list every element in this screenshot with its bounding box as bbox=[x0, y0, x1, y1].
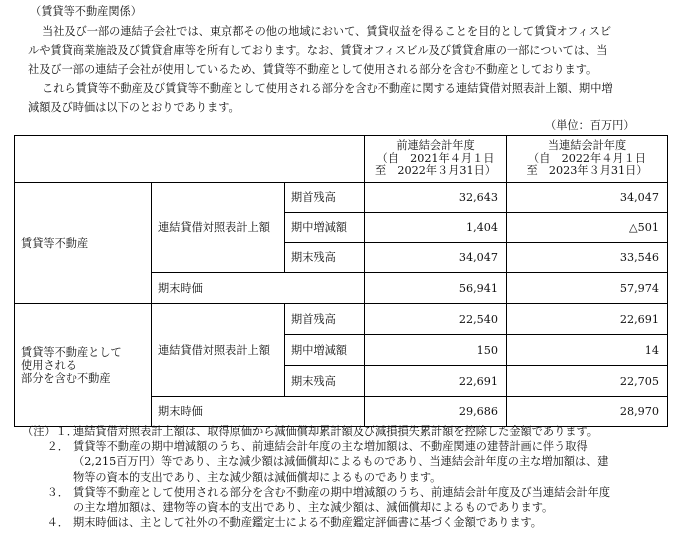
header-blank-cell bbox=[15, 136, 365, 183]
prev-value: 29,686 bbox=[365, 397, 507, 427]
note-line: （2,215百万円）等であり、主な減少額は減価償却によるものであり、当連結会計年度の主な増加額は、建 bbox=[73, 455, 609, 469]
curr-value: 14 bbox=[507, 335, 668, 366]
table-header-row bbox=[15, 136, 668, 183]
note-prefix: ３． bbox=[46, 485, 69, 499]
row-label: 期末残高 bbox=[285, 366, 365, 397]
note-line: の主な増加額は、建物等の資本的支出であり、主な減少額は、減価償却によるものであります。 bbox=[73, 501, 554, 515]
fair-value-label: 期末時価 bbox=[152, 397, 365, 427]
book-value-label: 連結貸借対照表計上額 bbox=[152, 304, 285, 397]
group-label-line: 賃貸等不動産として bbox=[21, 345, 122, 359]
intro-line: 当社及び一部の連結子会社では、東京都その他の地域において、賃貸収益を得ることを目的として賃貸オフィスビ bbox=[42, 25, 612, 38]
table-row bbox=[15, 304, 668, 335]
curr-value: 34,047 bbox=[507, 183, 668, 213]
row-label: 期中増減額 bbox=[285, 335, 365, 366]
intro-paragraph-1 bbox=[28, 22, 611, 79]
note-prefix: （注）１． bbox=[22, 425, 78, 438]
intro-paragraph-2 bbox=[28, 79, 613, 117]
curr-period-from: （自 2022年４月１日 bbox=[528, 151, 646, 165]
notes-section bbox=[22, 424, 672, 530]
note-line: 賃貸等不動産の期中増減額のうち、前連結会計年度の主な増加額は、不動産関連の建替計画に伴う取得 bbox=[73, 440, 588, 454]
note-item bbox=[22, 485, 672, 515]
row-label: 期末残高 bbox=[285, 243, 365, 273]
note-body bbox=[73, 439, 608, 485]
row-label: 期首残高 bbox=[285, 183, 365, 213]
note-line: 連結貸借対照表計上額は、取得原価から減価償却累計額及び減損損失累計額を控除した金額であります。 bbox=[73, 425, 598, 438]
intro-line: ルや賃貸商業施設及び賃貸倉庫等を所有しております。なお、賃貸オフィスビル及び賃貸倉庫の一部については、当 bbox=[28, 44, 608, 57]
prev-value: 22,540 bbox=[365, 304, 507, 335]
note-line: 賃貸等不動産として使用される部分を含む不動産の期中増減額のうち、前連結会計年度及び当連結会計年度 bbox=[73, 485, 611, 499]
curr-period-header bbox=[507, 136, 668, 183]
curr-period-title: 当連結会計年度 bbox=[547, 139, 627, 153]
rental-property-table bbox=[14, 135, 668, 427]
note-prefix: ２． bbox=[46, 440, 69, 454]
book-value-label: 連結貸借対照表計上額 bbox=[152, 183, 285, 273]
prev-value: 32,643 bbox=[365, 183, 507, 213]
prev-period-to: 至 2022年３月31日） bbox=[375, 164, 497, 178]
group-label-rental-property: 賃貸等不動産 bbox=[15, 183, 152, 304]
prev-value: 56,941 bbox=[365, 273, 507, 304]
curr-value: 33,546 bbox=[507, 243, 668, 273]
fair-value-label: 期末時価 bbox=[152, 273, 365, 304]
row-label: 期中増減額 bbox=[285, 213, 365, 243]
note-item bbox=[22, 439, 672, 485]
note-body bbox=[73, 485, 610, 515]
intro-line: 減額及び時価は以下のとおりであります。 bbox=[28, 101, 240, 114]
prev-value: 150 bbox=[365, 335, 507, 366]
curr-value: △501 bbox=[507, 213, 668, 243]
curr-period-to: 至 2023年３月31日） bbox=[526, 164, 648, 178]
group-label-mixed-use-property bbox=[15, 304, 152, 427]
row-label: 期首残高 bbox=[285, 304, 365, 335]
note-prefix: ４． bbox=[46, 516, 69, 530]
note-item bbox=[22, 424, 672, 439]
note-body bbox=[73, 424, 598, 439]
group-label-line: 部分を含む不動産 bbox=[21, 371, 111, 385]
intro-line: これら賃貸等不動産及び賃貸等不動産として使用される部分を含む不動産に関する連結貸借対照表計上額、期中増 bbox=[42, 82, 613, 95]
prev-value: 22,691 bbox=[365, 366, 507, 397]
prev-value: 1,404 bbox=[365, 213, 507, 243]
note-item bbox=[22, 515, 672, 530]
prev-value: 34,047 bbox=[365, 243, 507, 273]
table-row bbox=[15, 183, 668, 213]
curr-value: 22,705 bbox=[507, 366, 668, 397]
unit-label: （単位：百万円） bbox=[545, 119, 635, 132]
note-line: 物等の資本的支出であり、主な減少額は減価償却によるものであります。 bbox=[73, 470, 442, 484]
prev-period-from: （自 2021年４月１日 bbox=[376, 151, 495, 165]
curr-value: 57,974 bbox=[507, 273, 668, 304]
intro-line: 社及び一部の連結子会社が使用しているため、賃貸等不動産として使用される部分を含む不動産としております。 bbox=[28, 63, 598, 76]
section-title: （賃貸等不動産関係） bbox=[30, 5, 142, 18]
note-line: 期末時価は、主として社外の不動産鑑定士による不動産鑑定評価書に基づく金額であります。 bbox=[73, 516, 542, 530]
curr-value: 22,691 bbox=[507, 304, 668, 335]
curr-value: 28,970 bbox=[507, 397, 668, 427]
prev-period-title: 前連結会計年度 bbox=[396, 139, 475, 153]
note-body bbox=[73, 515, 542, 530]
group-label-line: 使用される bbox=[21, 358, 77, 372]
prev-period-header bbox=[365, 136, 507, 183]
